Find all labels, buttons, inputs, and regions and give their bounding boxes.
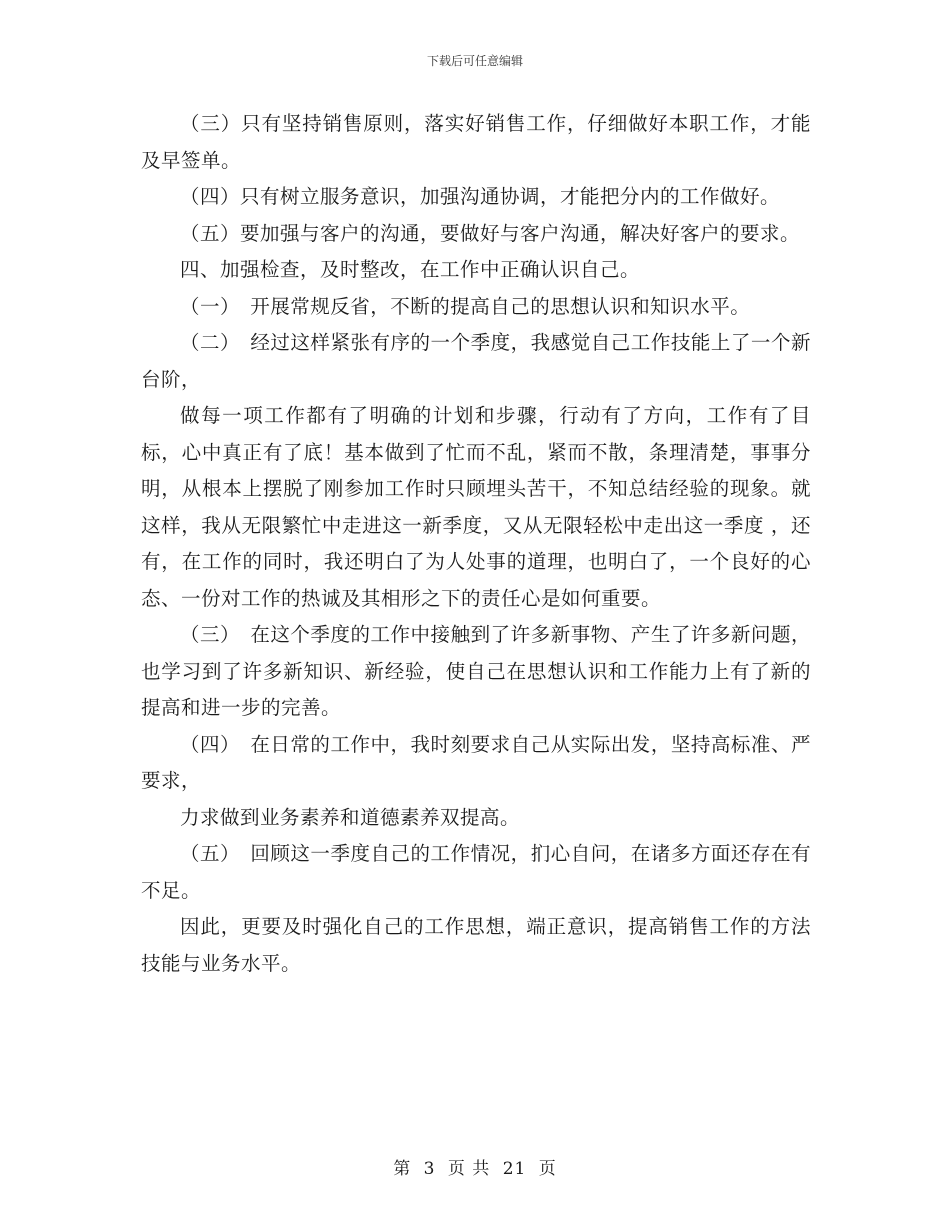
page-footer <box>0 1154 950 1179</box>
paragraph: （三）只有坚持销售原则，落实好销售工作，仔细做好本职工作，才能及早签单。 <box>141 112 811 172</box>
paragraph: （一） 开展常规反省，不断的提高自己的思想认识和知识水平。 <box>180 294 751 318</box>
document-body <box>141 106 811 982</box>
paragraph: （三） 在这个季度的工作中接触到了许多新事物、产生了许多新问题，也学习到了许多新知识、新经验，使自己在思想认识和工作能力上有了新的提高和进一步的完善。 <box>141 623 811 719</box>
paragraph: （五） 回顾这一季度自己的工作情况，扪心自问，在诸多方面还存在有不足。 <box>141 842 811 902</box>
footer-suffix: 页 <box>538 1159 557 1179</box>
page-header: 下载后可任意编辑 <box>426 54 523 68</box>
paragraph: 做每一项工作都有了明确的计划和步骤，行动有了方向，工作有了目标，心中真正有了底！基本做到了忙而不乱，紧而不散，条理清楚，事事分明，从根本上摆脱了刚参加工作时只顾埋头苦干，不知总结经验的现象。就这样，我从无限繁忙中走进这一新季度，又从无限轻松中走出这一季度 ，还有，在工作的同时，我还明白了为人处事的道理，也明白了，一个良好的心态、一份对工作的热诚及其相形之下的责任心是如何重要。 <box>141 404 811 610</box>
paragraph: 力求做到业务素养和道德素养双提高。 <box>180 805 521 829</box>
paragraph: （四） 在日常的工作中，我时刻要求自己从实际出发，坚持高标准、严要求， <box>141 732 811 792</box>
paragraph: （四）只有树立服务意识，加强沟通协调，才能把分内的工作做好。 <box>180 185 781 208</box>
paragraph: 因此，更要及时强化自己的工作思想，端正意识，提高销售工作的方法技能与业务水平。 <box>141 915 811 975</box>
paragraph: （二） 经过这样紧张有序的一个季度，我感觉自己工作技能上了一个新台阶， <box>141 331 811 391</box>
section-heading: 四、加强检查，及时整改，在工作中正确认识自己。 <box>180 258 641 281</box>
total-page-count: 21 <box>502 1159 527 1179</box>
footer-prefix: 第 <box>393 1159 412 1179</box>
footer-middle: 页 共 <box>447 1159 491 1179</box>
current-page-number: 3 <box>423 1159 436 1179</box>
paragraph: （五）要加强与客户的沟通，要做好与客户沟通，解决好客户的要求。 <box>180 221 801 245</box>
